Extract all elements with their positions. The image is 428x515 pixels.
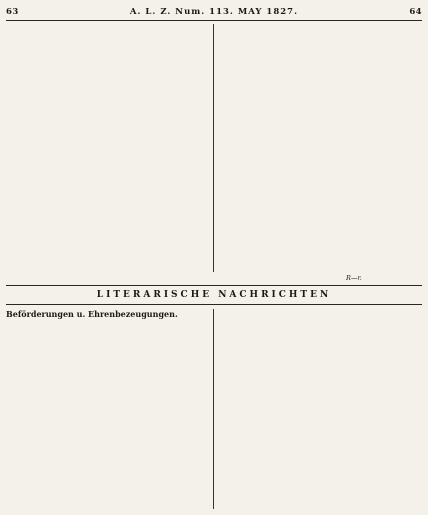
page-number-left: 63 <box>6 7 19 17</box>
newspaper-page <box>6 4 422 511</box>
column-divider <box>213 24 214 272</box>
lower-left-column <box>6 324 207 509</box>
journal-title: A. L. Z. Num. 113. MAY 1827. <box>129 7 299 17</box>
page-number-right: 64 <box>409 7 422 17</box>
upper-left-column <box>6 24 207 272</box>
lower-right-column <box>221 309 422 509</box>
section-title: LITERARISCHE NACHRICHTEN <box>96 290 332 300</box>
column-divider <box>213 309 214 509</box>
section-subheading: Beförderungen u. Ehrenbezeugungen. <box>6 309 178 319</box>
running-head <box>6 4 422 20</box>
article-signature: R—r. <box>346 274 362 282</box>
section-rule-bottom <box>6 304 422 305</box>
section-rule-top <box>6 285 422 286</box>
upper-right-column <box>221 24 422 272</box>
header-rule <box>6 20 422 21</box>
